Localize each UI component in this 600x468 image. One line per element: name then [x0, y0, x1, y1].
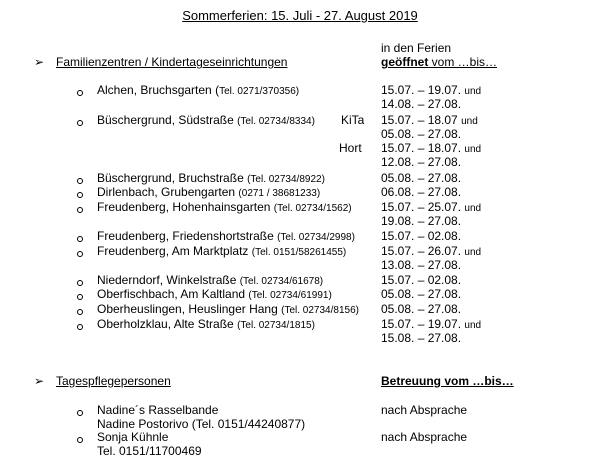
date-range-second: 13.08. – 27.08.: [381, 258, 462, 272]
facility-label: Freudenberg, Friedenshortstraße: [97, 229, 278, 243]
date-range: 15.07. – 02.08.: [381, 229, 462, 243]
facility-label: Büschergrund, Südstraße: [97, 113, 238, 127]
facility-label: Oberfischbach, Am Kaltland: [97, 287, 249, 301]
column-header-top: in den Ferien: [381, 41, 452, 55]
date-range-second: 14.08. – 27.08.: [381, 97, 462, 111]
circle-bullet-icon: [77, 410, 83, 416]
facility-phone: (Tel. 02734/1562): [273, 203, 352, 214]
date-range: 15.07. – 19.07.: [381, 83, 465, 97]
facility-name: [97, 244, 346, 260]
circle-bullet-icon: [77, 280, 83, 286]
und-label: und: [464, 203, 482, 214]
column-header-bold: geöffnet: [381, 55, 429, 69]
tagespflege-contact: Nadine Postorivo (Tel. 0151/44240877): [97, 417, 306, 431]
tagespflege-value: nach Absprache: [381, 403, 468, 417]
column-header-rest: vom …bis…: [428, 55, 498, 69]
facility-type: KiTa: [341, 113, 365, 127]
date-range: 05.08. – 27.08.: [381, 171, 462, 185]
facility-label: Dirlenbach, Grubengarten: [97, 185, 239, 199]
date-range: 05.08. – 27.08.: [381, 302, 462, 316]
facility-phone: (0271 / 38681233): [238, 188, 321, 199]
date-range-second: 19.08. – 27.08.: [381, 214, 462, 228]
facility-type: Hort: [339, 141, 362, 155]
circle-bullet-icon: [77, 251, 83, 257]
page-title: Sommerferien: 15. Juli - 27. August 2019: [182, 8, 418, 23]
circle-bullet-icon: [77, 437, 83, 443]
facility-phone: (Tel. 02734/61991): [248, 290, 332, 301]
date-range: 05.08. – 27.08.: [381, 287, 462, 301]
opening-dates: [381, 302, 461, 318]
facility-phone: (Tel. 0151/58261455): [251, 247, 347, 258]
facility-label: Niederndorf, Winkelstraße: [97, 273, 240, 287]
und-label: und: [464, 320, 482, 331]
section-heading-familienzentren: Familienzentren / Kindertageseinrichtungen: [56, 55, 288, 69]
tagespflege-contact: Tel. 0151/11700469: [97, 444, 202, 458]
facility-name: [97, 83, 299, 99]
date-range: 15.07. – 02.08.: [381, 273, 462, 287]
circle-bullet-icon: [77, 178, 83, 184]
arrow-bullet-icon: ➢: [34, 374, 45, 388]
circle-bullet-icon: [77, 294, 83, 300]
facility-name: [97, 229, 355, 245]
facility-name: [97, 185, 320, 201]
date-range: 15.07. – 25.07.: [381, 200, 465, 214]
opening-dates: [381, 185, 461, 201]
circle-bullet-icon: [77, 192, 83, 198]
tagespflege-name: Sonja Kühnle: [97, 430, 169, 444]
facility-label: Büschergrund, Bruchstraße: [97, 171, 248, 185]
date-range: 06.08. – 27.08.: [381, 185, 462, 199]
opening-dates: [381, 287, 461, 303]
circle-bullet-icon: [77, 309, 83, 315]
facility-name: [97, 302, 359, 318]
facility-phone: (Tel. 02734/8922): [247, 174, 325, 185]
date-range: 15.07. – 18.07.: [381, 141, 465, 155]
facility-phone: (Tel. 02734/8156): [281, 305, 359, 316]
und-label: und: [464, 247, 482, 258]
date-range: 15.07. – 26.07.: [381, 244, 465, 258]
column-header-open: [381, 55, 497, 69]
facility-label: Oberholzklau, Alte Straße: [97, 317, 238, 331]
facility-phone: (Tel. 02734/61678): [239, 276, 324, 287]
tagespflege-name: Nadine´s Rasselbande: [97, 403, 219, 417]
und-label: und: [464, 144, 482, 155]
facility-label: Alchen, Bruchsgarten (: [97, 83, 220, 97]
date-range-second: 12.08. – 27.08.: [381, 155, 462, 169]
circle-bullet-icon: [77, 120, 83, 126]
und-label: und: [464, 86, 482, 97]
facility-name: [97, 113, 315, 129]
column-header-betreuung: Betreuung vom …bis…: [381, 374, 514, 388]
facility-name: [97, 287, 332, 303]
circle-bullet-icon: [77, 324, 83, 330]
date-range: 15.07. – 18.07: [381, 113, 462, 127]
tagespflege-value: nach Absprache: [381, 430, 468, 444]
facility-name: [97, 200, 352, 216]
facility-label: Freudenberg, Hohenhainsgarten: [97, 200, 274, 214]
circle-bullet-icon: [77, 236, 83, 242]
arrow-bullet-icon: ➢: [34, 55, 45, 69]
section-heading-tagespflege: Tagespflegepersonen: [56, 374, 171, 388]
date-range-second: 05.08. – 27.08.: [381, 127, 462, 141]
opening-dates: [381, 229, 461, 245]
und-label: und: [461, 116, 478, 127]
facility-label: Oberheuslingen, Heuslinger Hang: [97, 302, 282, 316]
facility-phone: (Tel. 02734/2998): [277, 232, 355, 243]
facility-label: Freudenberg, Am Marktplatz: [97, 244, 252, 258]
circle-bullet-icon: [77, 207, 83, 213]
facility-name: [97, 317, 315, 333]
facility-phone: (Tel. 02734/8334): [237, 116, 315, 127]
facility-phone: (Tel. 02734/1815): [237, 320, 315, 331]
circle-bullet-icon: [77, 90, 83, 96]
facility-phone: Tel. 0271/370356): [219, 86, 300, 97]
date-range: 15.07. – 19.07.: [381, 317, 465, 331]
date-range-second: 15.08. – 27.08.: [381, 331, 462, 345]
